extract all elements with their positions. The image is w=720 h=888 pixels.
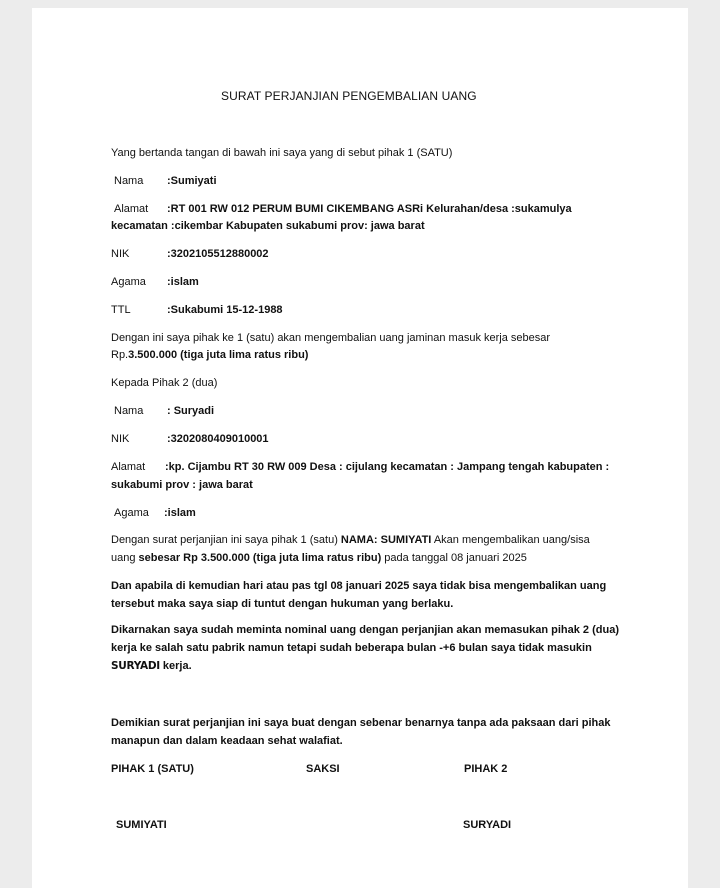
pihak1-ttl-label: TTL: [111, 304, 131, 316]
pihak2-agama-label: Agama: [114, 507, 149, 519]
paragraph4-line2: kerja ke salah satu pabrik namun tetapi sudah beberapa bulan -+6 bulan saya tidak masukin: [111, 642, 592, 654]
statement2-line2-a: uang: [111, 552, 139, 564]
pihak2-alamat-label: Alamat: [111, 461, 146, 473]
paragraph4-line1: Dikarnakan saya sudah meminta nominal uang dengan perjanjian akan memasukan pihak 2 (dua): [111, 624, 619, 636]
signature-pihak1-name: SUMIYATI: [116, 819, 167, 831]
statement2-line2: [111, 551, 527, 565]
pihak2-alamat-value-line2: sukabumi prov : jawa barat: [111, 479, 253, 491]
paragraph4-suryadi: SURYADI: [111, 660, 160, 672]
pihak1-alamat-value-line1: :RT 001 RW 012 PERUM BUMI CIKEMBANG ASRi Kelurahan/desa :sukamulya: [167, 203, 572, 215]
statement2-line1: [111, 533, 590, 547]
signature-pihak1-label: PIHAK 1 (SATU): [111, 763, 194, 775]
closing-line1: Demikian surat perjanjian ini saya buat dengan sebenar benarnya tanpa ada paksaan dari pihak: [111, 717, 611, 729]
statement1-amount: 3.500.000 (tiga juta lima ratus ribu): [128, 349, 309, 361]
pihak2-nama-label: Nama: [114, 405, 144, 417]
pihak1-nik-label: NIK: [111, 248, 130, 260]
signature-pihak2-label: PIHAK 2: [464, 763, 508, 775]
statement2-name: NAMA: SUMIYATI: [340, 534, 432, 546]
statement2-line1-a: Dengan surat perjanjian ini saya pihak 1 (satu): [111, 534, 341, 546]
pihak2-nik-value: :3202080409010001: [167, 433, 269, 445]
pihak2-nama-value: : Suryadi: [167, 405, 215, 417]
signature-pihak2-name: SURYADI: [463, 819, 512, 831]
pihak1-ttl-value: :Sukabumi 15-12-1988: [167, 304, 283, 316]
pihak1-alamat-label: Alamat: [114, 203, 149, 215]
document-page: [32, 8, 688, 888]
pihak1-agama-label: Agama: [111, 276, 146, 288]
paragraph4-line3: [111, 659, 192, 673]
pihak1-nama-label: Nama: [114, 175, 144, 187]
pihak2-nik-label: NIK: [111, 433, 130, 445]
statement1-line1: Dengan ini saya pihak ke 1 (satu) akan mengembalian uang jaminan masuk kerja sebesar: [111, 332, 551, 344]
signature-saksi-label: SAKSI: [306, 763, 340, 775]
kepada-line: Kepada Pihak 2 (dua): [111, 377, 218, 389]
pihak2-agama-value: :islam: [164, 507, 196, 519]
pihak1-alamat-value-line2: kecamatan :cikembar Kabupaten sukabumi prov: jawa barat: [111, 220, 425, 232]
pihak1-nik-value: :3202105512880002: [167, 248, 269, 260]
document-title: SURAT PERJANJIAN PENGEMBALIAN UANG: [221, 89, 477, 103]
pihak1-nama-value: :Sumiyati: [167, 175, 217, 187]
statement1-line2: [111, 348, 308, 362]
statement2-line2-c: pada tanggal 08 januari 2025: [381, 552, 527, 564]
pihak2-alamat-value-line1: :kp. Cijambu RT 30 RW 009 Desa : cijulang kecamatan : Jampang tengah kabupaten :: [165, 461, 610, 473]
paragraph3-line2: tersebut maka saya siap di tuntut dengan hukuman yang berlaku.: [111, 598, 454, 610]
statement1-prefix: Rp.: [111, 349, 129, 361]
statement2-amount: sebesar Rp 3.500.000 (tiga juta lima ratus ribu): [138, 552, 382, 564]
statement2-line1-c: Akan mengembalikan uang/sisa: [431, 534, 590, 546]
paragraph3-line1: Dan apabila di kemudian hari atau pas tgl 08 januari 2025 saya tidak bisa mengembalikan uang: [111, 580, 607, 592]
pihak1-agama-value: :islam: [167, 276, 199, 288]
intro-line: Yang bertanda tangan di bawah ini saya yang di sebut pihak 1 (SATU): [111, 147, 453, 159]
paragraph4-line3-rest: kerja.: [159, 660, 192, 672]
closing-line2: manapun dan dalam keadaan sehat walafiat.: [111, 735, 343, 747]
